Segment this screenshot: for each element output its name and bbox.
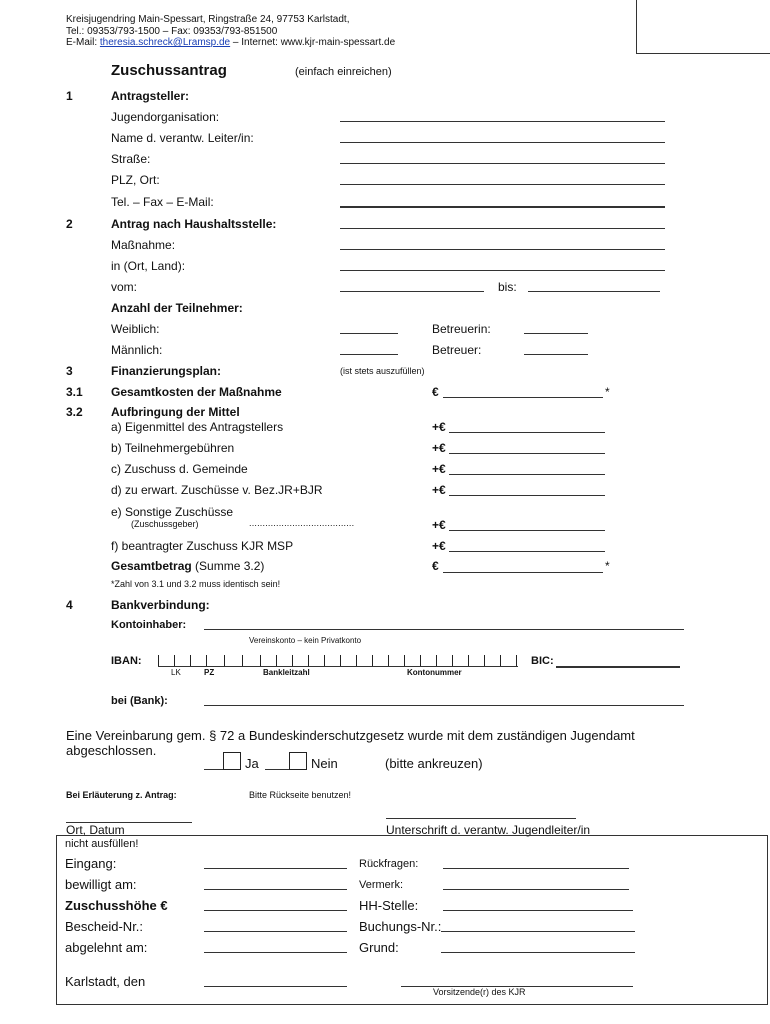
explanation-hint: Bitte Rückseite benutzen!	[249, 790, 352, 800]
bescheid-label: Bescheid-Nr.:	[65, 919, 144, 934]
field-line-strasse[interactable]	[340, 163, 665, 164]
vermerk-label: Vermerk:	[359, 879, 404, 891]
total-costs-label: Gesamtkosten der Maßnahme	[111, 385, 282, 399]
funding-line-d[interactable]	[449, 495, 605, 496]
zuschusshoehe-label: Zuschusshöhe €	[65, 898, 168, 913]
field-line-leiter[interactable]	[340, 142, 665, 143]
gesamtbetrag-label	[111, 559, 264, 573]
zuschusshoehe-line[interactable]	[204, 910, 347, 911]
bank-label: bei (Bank):	[111, 695, 168, 707]
iban-tick	[190, 655, 191, 666]
agreement-text-1: Eine Vereinbarung gem. § 72 a Bundeskinderschutzgesetz wurde mit dem zuständigen Jugendamt	[66, 728, 635, 743]
internet-text: – Internet: www.kjr-main-spessart.de	[230, 37, 396, 48]
bescheid-line[interactable]	[204, 931, 347, 932]
title-note: (einfach einreichen)	[295, 66, 392, 78]
section1-number: 1	[66, 89, 73, 103]
field-line-betreuerin[interactable]	[524, 333, 588, 334]
iban-tick	[420, 655, 421, 666]
field-line-plz-ort[interactable]	[340, 184, 665, 185]
iban-field[interactable]	[158, 655, 518, 668]
iban-tick	[260, 655, 261, 666]
header-phone: Tel.: 09353/793-1500 – Fax: 09353/793-851500	[66, 26, 278, 37]
iban-tick	[242, 655, 243, 666]
iban-tick	[174, 655, 175, 666]
bic-label: BIC:	[531, 655, 554, 667]
ja-checkbox[interactable]	[223, 752, 241, 770]
iban-tick	[468, 655, 469, 666]
field-line-haushaltsstelle[interactable]	[340, 228, 665, 229]
funding-euro-c: +€	[432, 462, 446, 476]
funding-line-c[interactable]	[449, 474, 605, 475]
kontoinhaber-line[interactable]	[204, 629, 684, 630]
total-costs-star: *	[605, 385, 610, 399]
field-line-massnahme[interactable]	[340, 249, 665, 250]
field-label-vom: vom:	[111, 280, 138, 294]
vereinskonto-note: Vereinskonto – kein Privatkonto	[249, 636, 362, 645]
total-costs-euro: €	[432, 385, 439, 399]
funding-heading: Aufbringung der Mittel	[111, 405, 240, 419]
funding-item-b: b) Teilnehmergebühren	[111, 441, 235, 455]
agreement-text-2: abgeschlossen.	[66, 743, 157, 758]
iban-tick	[372, 655, 373, 666]
iban-sub-konto: Kontonummer	[407, 668, 462, 677]
gesamtbetrag-euro: €	[432, 559, 439, 573]
iban-sub-blz: Bankleitzahl	[263, 668, 310, 677]
iban-sub-lk: LK	[171, 668, 181, 677]
field-label-betreuerin: Betreuerin:	[432, 322, 491, 336]
rueckfragen-line[interactable]	[443, 868, 629, 869]
field-line-bis[interactable]	[528, 291, 660, 292]
funding-item-d: d) zu erwart. Zuschüsse v. Bez.JR+BJR	[111, 483, 323, 497]
nein-label: Nein	[311, 756, 338, 771]
iban-tick	[404, 655, 405, 666]
field-line-kontakt[interactable]	[340, 206, 665, 208]
field-label-massnahme: Maßnahme:	[111, 238, 176, 252]
iban-tick	[276, 655, 277, 666]
grund-line[interactable]	[441, 952, 635, 953]
karlstadt-label: Karlstadt, den	[65, 974, 146, 989]
office-note: nicht ausfüllen!	[65, 838, 139, 850]
iban-tick	[516, 655, 517, 666]
field-line-weiblich[interactable]	[340, 333, 398, 334]
ja-label: Ja	[245, 756, 259, 771]
field-label-maennlich: Männlich:	[111, 343, 163, 357]
section3-number: 3	[66, 364, 73, 378]
gesamtbetrag-bold: Gesamtbetrag	[111, 559, 192, 573]
funding-line-b[interactable]	[449, 453, 605, 454]
section3-note: (ist stets auszufüllen)	[340, 366, 425, 376]
bank-line[interactable]	[204, 705, 684, 706]
iban-tick	[388, 655, 389, 666]
field-label-weiblich: Weiblich:	[111, 322, 160, 336]
abgelehnt-line[interactable]	[204, 952, 347, 953]
funding-line-f[interactable]	[449, 551, 605, 552]
iban-tick	[324, 655, 325, 666]
eingang-line[interactable]	[204, 868, 347, 869]
zuschussgeber-label: (Zuschussgeber)	[131, 519, 199, 529]
funding-euro-f: +€	[432, 539, 446, 553]
funding-item-a: a) Eigenmittel des Antragstellers	[111, 420, 284, 434]
email-link[interactable]: theresia.schreck@Lramsp.de	[99, 37, 231, 48]
field-label-kontakt: Tel. – Fax – E-Mail:	[111, 195, 214, 209]
funding-line-e[interactable]	[449, 530, 605, 531]
field-label-jugendorganisation: Jugendorganisation:	[111, 110, 220, 124]
unterschrift-line[interactable]	[386, 818, 576, 819]
vorsitzende-label: Vorsitzende(r) des KJR	[433, 987, 526, 997]
ort-datum-label: Ort, Datum	[66, 823, 125, 837]
section32-number: 3.2	[66, 405, 83, 419]
field-label-leiter: Name d. verantw. Leiter/in:	[111, 131, 254, 145]
karlstadt-line[interactable]	[204, 986, 347, 987]
funding-euro-b: +€	[432, 441, 446, 455]
total-costs-line[interactable]	[443, 397, 603, 398]
header-address: Kreisjugendring Main-Spessart, Ringstraße 24, 97753 Karlstadt,	[66, 14, 350, 25]
stamp-box	[636, 0, 770, 54]
explanation-label: Bei Erläuterung z. Antrag:	[66, 790, 177, 800]
iban-tick	[356, 655, 357, 666]
field-label-strasse: Straße:	[111, 152, 151, 166]
iban-tick	[158, 655, 159, 666]
field-line-betreuer[interactable]	[524, 354, 588, 355]
funding-item-e: e) Sonstige Zuschüsse	[111, 505, 234, 519]
field-label-plz-ort: PLZ, Ort:	[111, 173, 160, 187]
funding-euro-d: +€	[432, 483, 446, 497]
funding-item-c: c) Zuschuss d. Gemeinde	[111, 462, 248, 476]
nein-checkbox[interactable]	[289, 752, 307, 770]
bewilligt-line[interactable]	[204, 889, 347, 890]
footnote: *Zahl von 3.1 und 3.2 muss identisch sein!	[111, 579, 281, 589]
section3-heading: Finanzierungsplan:	[111, 364, 222, 378]
gesamtbetrag-summe: (Summe 3.2)	[191, 559, 265, 573]
funding-euro-a: +€	[432, 420, 446, 434]
agreement-hint: (bitte ankreuzen)	[385, 756, 483, 771]
iban-tick	[206, 655, 207, 666]
field-label-bis: bis:	[498, 280, 517, 294]
section1-heading: Antragsteller:	[111, 89, 190, 103]
email-prefix: E-Mail:	[66, 37, 100, 48]
participants-heading: Anzahl der Teilnehmer:	[111, 301, 243, 315]
buchungs-line[interactable]	[441, 931, 635, 932]
iban-tick	[308, 655, 309, 666]
ja-line	[204, 769, 224, 770]
abgelehnt-label: abgelehnt am:	[65, 940, 148, 955]
field-label-ort-land: in (Ort, Land):	[111, 259, 186, 273]
iban-tick	[224, 655, 225, 666]
iban-tick	[452, 655, 453, 666]
kontoinhaber-label: Kontoinhaber:	[111, 619, 187, 631]
section31-number: 3.1	[66, 385, 83, 399]
nein-line	[265, 769, 290, 770]
field-line-ort-land[interactable]	[340, 270, 665, 271]
section2-heading: Antrag nach Haushaltsstelle:	[111, 217, 277, 231]
hh-stelle-label: HH-Stelle:	[359, 898, 419, 913]
office-box	[56, 835, 768, 1005]
iban-tick	[340, 655, 341, 666]
unterschrift-label: Unterschrift d. verantw. Jugendleiter/in	[386, 823, 591, 837]
hh-stelle-line[interactable]	[443, 910, 633, 911]
vermerk-line[interactable]	[443, 889, 629, 890]
iban-tick	[436, 655, 437, 666]
iban-tick	[484, 655, 485, 666]
section2-number: 2	[66, 217, 73, 231]
field-label-betreuer: Betreuer:	[432, 343, 482, 357]
zuschussgeber-dots[interactable]: .......................................	[249, 518, 355, 528]
iban-sub-pz: PZ	[204, 668, 215, 677]
rueckfragen-label: Rückfragen:	[359, 858, 419, 870]
funding-euro-e: +€	[432, 518, 446, 532]
funding-line-a[interactable]	[449, 432, 605, 433]
field-line-maennlich[interactable]	[340, 354, 398, 355]
iban-label: IBAN:	[111, 655, 142, 667]
section4-heading: Bankverbindung:	[111, 598, 210, 612]
form-title: Zuschussantrag	[111, 62, 227, 79]
field-line-vom[interactable]	[340, 291, 484, 292]
gesamtbetrag-line[interactable]	[443, 572, 603, 573]
section4-number: 4	[66, 598, 73, 612]
gesamtbetrag-star: *	[605, 559, 610, 573]
buchungs-label: Buchungs-Nr.:	[359, 919, 442, 934]
bic-line[interactable]	[556, 666, 680, 668]
header-email-line	[66, 37, 395, 48]
funding-item-f: f) beantragter Zuschuss KJR MSP	[111, 539, 294, 553]
bewilligt-label: bewilligt am:	[65, 877, 137, 892]
iban-tick	[292, 655, 293, 666]
eingang-label: Eingang:	[65, 856, 117, 871]
iban-tick	[500, 655, 501, 666]
field-line-jugendorganisation[interactable]	[340, 121, 665, 122]
grund-label: Grund:	[359, 940, 399, 955]
